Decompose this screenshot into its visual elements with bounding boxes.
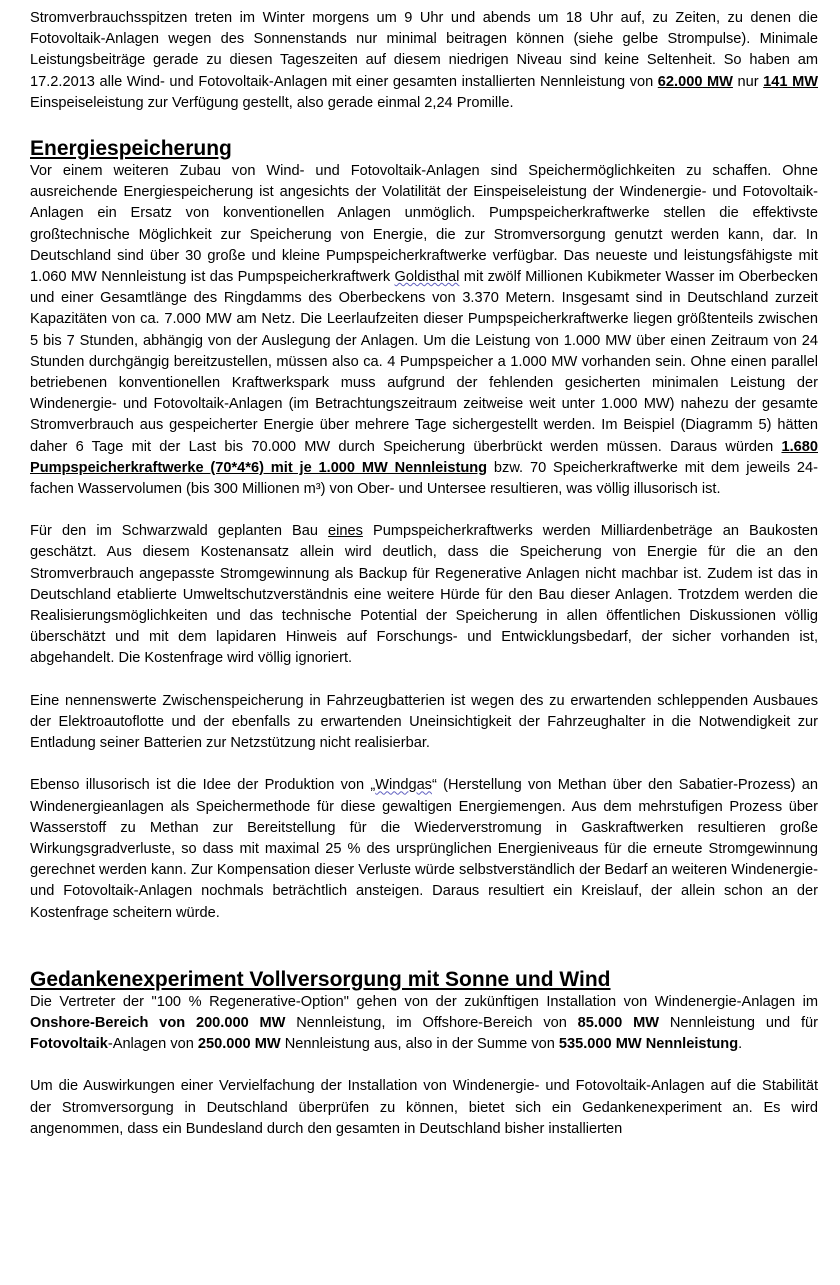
text-run: nur (732, 73, 764, 90)
underlined-word-eines: eines (328, 523, 363, 540)
paragraph-windgas (30, 775, 818, 923)
paragraph-schwarzwald (30, 521, 818, 669)
spellcheck-word-windgas: Windgas (375, 777, 432, 794)
paragraph-closing (30, 1076, 818, 1140)
text-run: Um die Auswirkungen einer Vervielfachung der Installation von Windenergie- und Fotovoltaik-Anlagen auf die Stabilität der Stromversorgung in Deutschland überprüfen zu können, bietet sich ein Gedankenexperiment an. Es wird angenommen, dass ein Bundesland durch den gesamten in Deutschland bisher installierten (30, 1078, 818, 1137)
text-run: Nennleistung, im Offshore-Bereich von (285, 1014, 578, 1031)
emphasis-offshore: 85.000 MW (577, 1014, 660, 1031)
text-run: mit zwölf Millionen Kubikmeter Wasser im Oberbecken und einer Gesamtlänge des Ringdamms des Oberbeckens von 3.370 Metern. Insgesamt sind in Deutschland zurzeit Kapazitäten von ca. 7.000 MW am Netz. Die Leerlaufzeiten dieser Pumpspeicherkraftwerke liegen größtenteils zwischen 5 bis 7 Stunden, abhängig von der Auslegung der Anlagen. Um die Leistung von 1.000 MW über einen Zeitraum von 24 Stunden durchgängig bereitzustellen, müssen also ca. 4 Pumpspeicher a 1.000 MW vorhanden sein. Ohne einen parallel betriebenen konventionellen Kraftwerkspark muss aufgrund der fehlenden gesicherten minimalen Leistung der Windenergie- und Fotovoltaik-Anlagen (im Betrachtungszeitraum zeitweise weit unter 1.000 MW) nahezu der gesamte Stromverbrauch aus gespeicherter Energie über mehrere Tage sichergestellt werden. Im Beispiel (Diagramm 5) hätten daher 6 Tage mit der Last bis 70.000 MW durch Speicherung überbrückt werden müssen. Daraus würden (30, 269, 818, 455)
text-run: Stromverbrauchsspitzen treten im Winter morgens um 9 Uhr und abends um 18 Uhr auf, zu Zeiten, zu denen die Fotovoltaik-Anlagen wegen des Sonnenstands nur minimal beitragen können (siehe gelbe Strompulse). Minimale Leistungsbeiträge gerade zu diesen Tageszeiten auf diesem niedrigen Niveau sind keine Seltenheit. So haben am 17.2.2013 alle Wind- und Fotovoltaik-Anlagen mit einer gesamten installierten Nennleistung von (30, 10, 818, 90)
text-run: -Anlagen von (107, 1036, 198, 1053)
text-run: Ebenso illusorisch ist die Idee der Produktion von „ (30, 777, 376, 794)
emphasis-total-capacity: 535.000 MW Nennleistung (558, 1036, 739, 1053)
document-page (30, 8, 818, 1140)
heading-gedankenexperiment: Gedankenexperiment Vollversorgung mit Sonne und Wind (30, 967, 611, 991)
text-run: Die Vertreter der "100 % Regenerative-Option" gehen von der zukünftigen Installation von Windenergie-Anlagen im (30, 993, 818, 1010)
text-run: . (738, 1036, 743, 1053)
text-run: Nennleistung aus, also in der Summe von (280, 1036, 559, 1053)
emphasis-pump-storage-count: 1.680 Pumpspeicherkraftwerke (70*4*6) mit je 1.000 MW Nennleistung (30, 438, 818, 476)
text-run: Pumpspeicherkraftwerks werden Milliardenbeträge an Baukosten geschätzt. Aus diesem Kostenansatz allein wird deutlich, dass die Speicherung von Energie für die an den Stromverbrauch angepasste Stromgewinnung als Backup für Regenerative Anlagen nicht machbar ist. Zudem ist das in Deutschland etablierte Umweltschutzverständnis eine weitere Hürde für den Bau dieser Anlagen. Trotzdem werden die Realisierungsmöglichkeiten und das technische Potential der Speicherung in allen öffentlichen Diskussionen völlig überschätzt und mit dem lapidaren Hinweis auf Forschungs- und Entwicklungsbedarf, der sicher vorhanden ist, abgehandelt. Die Kostenfrage wird völlig ignoriert. (30, 523, 818, 667)
text-run: Für den im Schwarzwald geplanten Bau (30, 523, 329, 540)
paragraph-experiment (30, 992, 818, 1056)
emphasis-feed-in-power: 141 MW (763, 73, 818, 90)
emphasis-fotovoltaik: Fotovoltaik (30, 1036, 108, 1053)
text-run: bzw. 70 Speicherkraftwerke mit dem jeweils 24-fachen Wasservolumen (bis 300 Millionen m³) von Ober- und Untersee resultieren, was völlig illusorisch ist. (30, 459, 818, 498)
text-run: Vor einem weiteren Zubau von Wind- und Fotovoltaik-Anlagen sind Speichermöglichkeiten zu schaffen. Ohne ausreichende Energiespeicherung ist angesichts der Volatilität der Einspeiseleistung der Windenergie- und Fotovoltaik-Anlagen ein Ersatz von konventionellen Anlagen unmöglich. Pumpspeicherkraftwerke stellen die effektivste großtechnische Möglichkeit zur Speicherung von Energie, die zur Stromversorgung genutzt werden kann, dar. In Deutschland sind über 30 große und kleine Pumpspeicherkraftwerke verfügbar. Das neueste und leistungsfähigste mit 1.060 MW Nennleistung ist das Pumpspeicherkraftwerk (30, 163, 818, 286)
paragraph-intro (30, 8, 818, 114)
emphasis-installed-capacity: 62.000 MW (657, 73, 733, 90)
paragraph-storage (30, 161, 818, 500)
text-run: Nennleistung und für (659, 1014, 818, 1031)
text-run: Eine nennenswerte Zwischenspeicherung in Fahrzeugbatterien ist wegen des zu erwartenden schleppenden Ausbaues der Elektroautoflotte und der ebenfalls zu erwartenden Uneinsichtigkeit der Fahrzeughalter in die Notwendigkeit zur Entladung seiner Batterien zur Netzstützung nicht realisierbar. (30, 692, 818, 752)
text-run: Einspeiseleistung zur Verfügung gestellt, also gerade einmal 2,24 Promille. (30, 94, 514, 111)
paragraph-batteries (30, 691, 818, 755)
heading-energiespeicherung: Energiespeicherung (30, 137, 232, 161)
emphasis-onshore: Onshore-Bereich von 200.000 MW (30, 1014, 286, 1031)
emphasis-pv-capacity: 250.000 MW (197, 1036, 281, 1053)
spellcheck-word-goldisthal: Goldisthal (394, 269, 460, 286)
text-run: “ (Herstellung von Methan über den Sabatier-Prozess) an Windenergieanlagen als Speichermethode für diese gewaltigen Energiemengen. Aus dem mehrstufigen Prozess über Wasserstoff zu Methan zur Bereitstellung für die Wiederverstromung in Gaskraftwerken resultieren große Wirkungsgradverluste, so dass mit maximal 25 % des ursprünglichen Energieniveaus für die erneute Stromgewinnung gerechnet werden kann. Zur Kompensation dieser Verluste würde selbstverständlich der Bedarf an weiteren Windenergie- und Fotovoltaik-Anlagen nochmals beträchtlich ansteigen. Daraus resultiert ein Kreislauf, der allein schon an der Kostenfrage scheitern würde. (30, 777, 818, 921)
